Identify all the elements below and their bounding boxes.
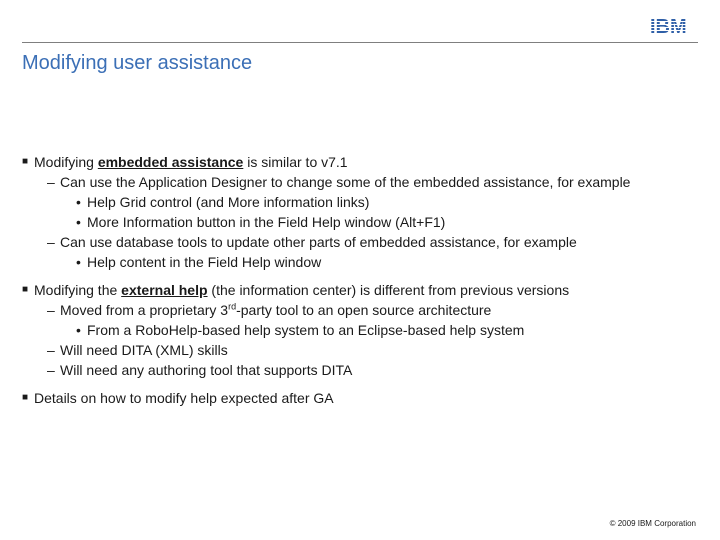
dash-icon: – [47, 302, 55, 318]
bullet-1-pre: Modifying [34, 154, 98, 170]
header-rule [22, 42, 698, 43]
bullet-1-sub-1: – Can use the Application Designer to change some of the embedded assistance, for example [47, 174, 631, 190]
bullet-square-icon: ■ [22, 156, 29, 167]
bullet-1-post: is similar to v7.1 [243, 154, 348, 170]
copyright-footer: © 2009 IBM Corporation [609, 519, 696, 528]
dot-icon: • [76, 254, 81, 270]
bullet-2-emphasis: external help [121, 282, 208, 298]
bullet-square-icon: ■ [22, 284, 29, 295]
bullet-1-emphasis: embedded assistance [97, 154, 244, 170]
bullet-square-icon: ■ [22, 392, 29, 403]
bullet-1-sub-1-a: • Help Grid control (and More information links) [76, 194, 370, 210]
dot-icon: • [76, 194, 81, 210]
bullet-1 [22, 152, 702, 172]
bullet-3: ■ Details on how to modify help expected after GA [22, 390, 334, 406]
logo-text: IBM [650, 16, 687, 36]
bullet-2-sub-1: – Moved from a proprietary 3rd-party tool to an open source architecture [47, 301, 492, 318]
dot-icon: • [76, 322, 81, 338]
bullet-2-sub-3: – Will need any authoring tool that supports DITA [47, 362, 353, 378]
bullet-2-sub-1-a: • From a RoboHelp-based help system to an Eclipse-based help system [76, 322, 525, 338]
slide-content [22, 152, 702, 408]
bullet-2: ■ Modifying the external help (the information center) is different from previous versions [22, 282, 570, 298]
dash-icon: – [47, 362, 55, 378]
dot-icon: • [76, 214, 81, 230]
bullet-1-sub-1-b: • More Information button in the Field Help window (Alt+F1) [76, 214, 446, 230]
bullet-1-sub-2: – Can use database tools to update other parts of embedded assistance, for example [47, 234, 577, 250]
dash-icon: – [47, 234, 55, 250]
bullet-2-sub-2: – Will need DITA (XML) skills [47, 342, 228, 358]
bullet-1-sub-2-a: • Help content in the Field Help window [76, 254, 322, 270]
ibm-logo [650, 16, 698, 41]
ibm-logo-icon [650, 16, 698, 36]
dash-icon: – [47, 174, 55, 190]
page-title: Modifying user assistance [22, 52, 253, 74]
dash-icon: – [47, 342, 55, 358]
